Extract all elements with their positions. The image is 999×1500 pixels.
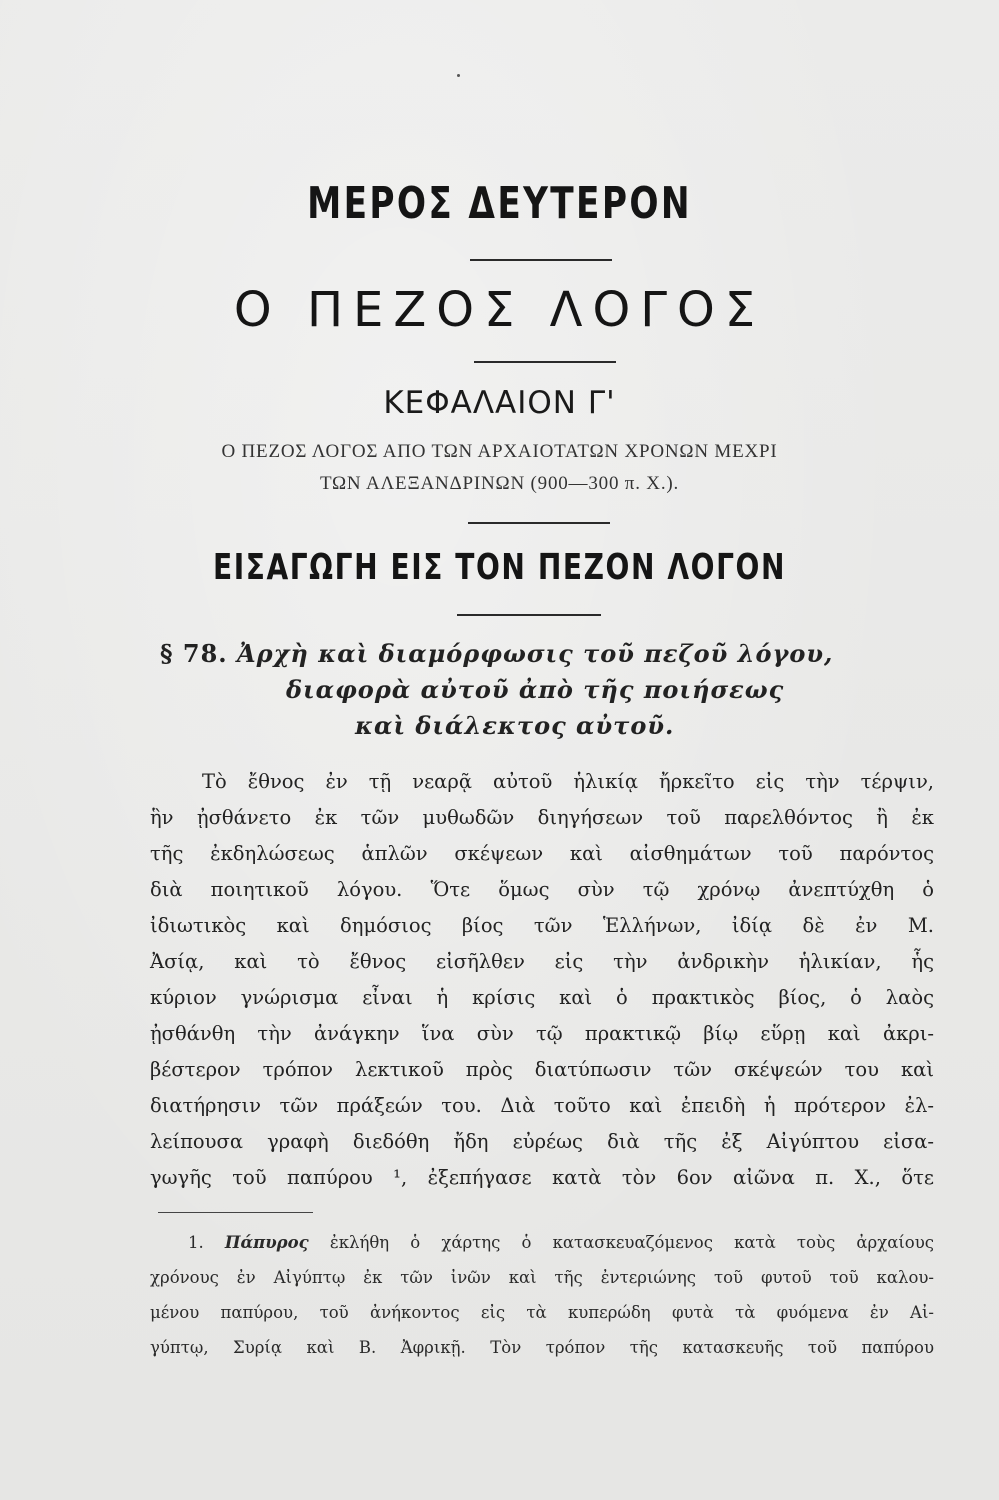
title-divider-1: [470, 259, 612, 261]
section-number: § 78.: [160, 639, 228, 668]
section-heading-line1: [160, 636, 980, 672]
section-heading-text-1: Ἀρχὴ καὶ διαμόρφωσις τοῦ πεζοῦ λόγου,: [237, 639, 834, 668]
chapter-divider: [468, 522, 610, 524]
chapter-subtitle-line1: Ο ΠΕΖΟΣ ΛΟΓΟΣ ΑΠΟ ΤΩΝ ΑΡΧΑΙΟΤΑΤΩΝ ΧΡΟΝΩΝ ΜΕΧΡΙ: [221, 441, 778, 462]
body-line: διατήρησιν τῶν πράξεών του. Διὰ τοῦτο καὶ ἐπειδὴ ἡ πρότερον ἐλ-: [150, 1094, 934, 1117]
section-heading-line3: καὶ διάλεκτος αὐτοῦ.: [355, 711, 675, 740]
body-line: λείπουσα γραφὴ διεδόθη ἤδη εὐρέως διὰ τῆς ἐξ Αἰγύπτου εἰσα-: [150, 1130, 934, 1153]
part-title: ΜΕΡΟΣ ΔΕΥΤΕΡΟΝ: [307, 178, 692, 229]
print-speck: [457, 74, 460, 77]
body-line: ἣν ᾐσθάνετο ἐκ τῶν μυθωδῶν διηγήσεων τοῦ παρελθόντος ἢ ἐκ: [150, 806, 934, 829]
body-line: ἰδιωτικὸς καὶ δημόσιος βίος τῶν Ἑλλήνων, ἰδίᾳ δὲ ἐν Μ.: [150, 914, 934, 937]
body-line: Τὸ ἔθνος ἐν τῇ νεαρᾷ αὐτοῦ ἡλικίᾳ ἤρκεῖτο εἰς τὴν τέρψιν,: [202, 770, 934, 793]
footnote-line: γύπτῳ, Συρίᾳ καὶ Β. Ἀφρικῇ. Τὸν τρόπον τῆς κατασκευῆς τοῦ παπύρου: [150, 1338, 934, 1357]
body-line: κύριον γνώρισμα εἶναι ἡ κρίσις καὶ ὁ πρακτικὸς βίος, ὁ λαὸς: [150, 986, 934, 1009]
footnote-line1-text: ἐκλήθη ὁ χάρτης ὁ κατασκευαζόμενος κατὰ τοὺς ἀρχαίους: [329, 1233, 935, 1252]
chapter-label: ΚΕΦΑΛΑΙΟΝ Γ': [383, 385, 616, 421]
body-line: Ἀσίᾳ, καὶ τὸ ἔθνος εἰσῆλθεν εἰς τὴν ἀνδρικὴν ἡλικίαν, ἧς: [150, 950, 934, 973]
body-line: διὰ ποιητικοῦ λόγου. Ὅτε ὅμως σὺν τῷ χρόνῳ ἀνεπτύχθη ὁ: [150, 878, 934, 901]
chapter-subtitle-line2: ΤΩΝ ΑΛΕΞΑΝΔΡΙΝΩΝ (900—300 π. Χ.).: [319, 473, 680, 494]
footnote: [150, 1225, 934, 1365]
body-line: τῆς ἐκδηλώσεως ἁπλῶν σκέψεων καὶ αἰσθημάτων τοῦ παρόντος: [150, 842, 934, 865]
footnote-separator: [158, 1212, 313, 1213]
body-line: ᾐσθάνθη τὴν ἀνάγκην ἵνα σὺν τῷ πρακτικῷ βίῳ εὕρῃ καὶ ἀκρι-: [150, 1022, 934, 1045]
body-line: βέστερον τρόπον λεκτικοῦ πρὸς διατύπωσιν τῶν σκέψεών του καὶ: [150, 1058, 934, 1081]
section-heading-line2: διαφορὰ αὐτοῦ ἀπὸ τῆς ποιήσεως: [286, 675, 785, 704]
section-heading: [160, 636, 980, 744]
footnote-line: χρόνους ἐν Αἰγύπτῳ ἐκ τῶν ἰνῶν καὶ τῆς ἐντεριώνης τοῦ φυτοῦ τοῦ καλου-: [150, 1268, 934, 1287]
intro-divider: [457, 614, 601, 616]
footnote-term: Πάπυρος: [224, 1233, 309, 1252]
title-divider-2: [474, 361, 616, 363]
footnote-line: μένου παπύρου, τοῦ ἀνήκοντος εἰς τὰ κυπερώδη φυτὰ τὰ φυόμενα ἐν Αἰ-: [150, 1303, 934, 1322]
footnote-line1: [150, 1225, 934, 1260]
body-paragraph: [150, 764, 934, 1196]
main-title: Ο ΠΕΖΟΣ ΛΟΓΟΣ: [233, 282, 766, 338]
footnote-marker: 1.: [188, 1233, 204, 1252]
introduction-title: ΕΙΣΑΓΩΓΗ ΕΙΣ ΤΟΝ ΠΕΖΟΝ ΛΟΓΟΝ: [212, 547, 787, 588]
body-line: γωγῆς τοῦ παπύρου ¹, ἐξεπήγασε κατὰ τὸν 6ον αἰῶνα π. Χ., ὅτε: [150, 1166, 934, 1189]
